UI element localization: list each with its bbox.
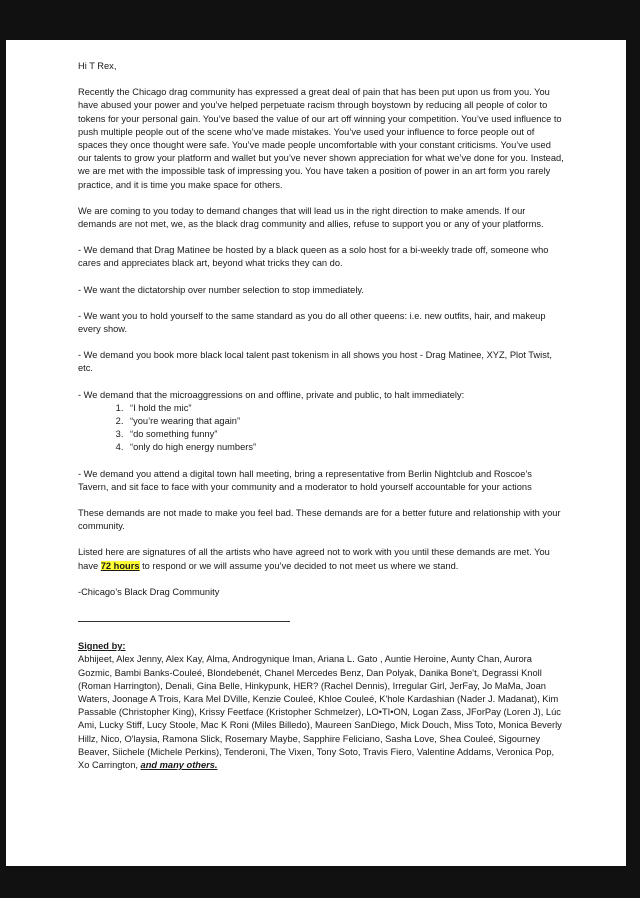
paragraph-purpose: These demands are not made to make you feel bad. These demands are for a better future and relationship with your community.: [78, 508, 561, 532]
signoff: -Chicago’s Black Drag Community: [78, 586, 220, 597]
list-item: 4. “only do high energy numbers”: [126, 441, 564, 454]
deadline-highlight: 72 hours: [100, 560, 140, 571]
document-page: [6, 40, 626, 866]
letter-body: [78, 60, 564, 772]
demand-number-selection: - We want the dictatorship over number selection to stop immediately.: [78, 284, 364, 295]
microaggressions-list: [78, 402, 564, 455]
signature-line: [78, 621, 290, 622]
list-item: 2. “you’re wearing that again”: [126, 415, 564, 428]
deadline-text-pre: Listed here are signatures of all the artists who have agreed not to work with you until these demands are met. You have: [78, 547, 550, 571]
deadline-text-post: to respond or we will assume you’ve decided to not meet us where we stand.: [139, 560, 459, 571]
paragraph-deadline: [78, 546, 564, 572]
signatories-text: Abhijeet, Alex Jenny, Alex Kay, Alma, Androgynique Iman, Ariana L. Gato , Auntie Heroine, Aunty Chan, Aurora Gozmic, Bambi Banks-Couleé, Blondebenét, Chanel Mercedes Benz, Dan Polyak, Danika Bone't, Degrassi Knoll (Roman Harrington), Denali, Gina Belle, Hinkypunk, HER? (Rachel Dennis), Irregular Girl, JerFay, Jo MaMa, Joan Waters, Joonage A Trois, Kara Mel DVille, Kenzie Couleé, Khloe Couleé, K'hole Kardashian (Nader J. Madanat), Kim Passable (Christopher King), Krissy Feetface (Kristopher Schmelzer), LO•TI•ON, Logan Zass, JForPay (Loren J), Lúc Ami, Lucky Stiff, Lucy Stoole, Mac K Roni (Miles Billedo), Maureen SanDiego, Mick Douch, Miss Toto, Monica Beverly Hillz, Nico, O'laysia, Ramona Slick, Rosemary Maybe, Sapphire Feliciano, Sasha Love, Shea Couleé, Sigourney Beaver, Siichele (Michele Perkins), Tenderoni, The Vixen, Tony Soto, Travis Fiero, Valentine Addams, Veronica Pop, Xo Carrington,: [78, 654, 562, 770]
demand-same-standard: - We want you to hold yourself to the same standard as you do all other queens: i.e. new outfits, hair, and makeup every show.: [78, 310, 546, 335]
demand-town-hall: - We demand you attend a digital town hall meeting, bring a representative from Berlin Nightclub and Roscoe’s Tavern, and sit face to face with your community and a moderator to hold yourself accountable for your actions: [78, 468, 532, 492]
and-many-others: and many others.: [140, 759, 218, 770]
paragraph-intro-demands: We are coming to you today to demand changes that will lead us in the right direction to make amends. If our demands are not met, we, as the black drag community and allies, refuse to support you or any of your platforms.: [78, 205, 544, 230]
list-item: 1. “I hold the mic”: [126, 402, 564, 415]
signatories-list: [78, 653, 564, 772]
paragraph-grievances: Recently the Chicago drag community has expressed a great deal of pain that has been put upon us from you. You have abused your power and you’ve helped perpetuate racism through boystown by reducing all people of color to tokens for your personal gain. You’ve based the value of our art off winning your competition. You’ve used influence to push multiple people out of the scene who’ve made mistakes. You’ve used your influence to force people out of spaces they once thought were safe. You’ve made people uncomfortable with your constant criticisms. You’ve used our talents to grow your platform and wallet but you’ve never shown appreciation for what we’ve done for you. Instead, we are met with the impossible task of impressing you. You have taken a position of power in an art form you rarely practice, and it is time you make space for others.: [78, 87, 564, 190]
signed-by-label: Signed by:: [78, 641, 126, 652]
demand-microaggressions: - We demand that the microaggressions on and offline, private and public, to halt immediately:: [78, 389, 465, 400]
demand-book-black-talent: - We demand you book more black local talent past tokenism in all shows you host - Drag Matinee, XYZ, Plot Twist, etc.: [78, 350, 553, 374]
greeting: Hi T Rex,: [78, 61, 117, 71]
signatures-block: [78, 640, 564, 772]
list-item: 3. “do something funny”: [126, 428, 564, 441]
demand-drag-matinee-host: - We demand that Drag Matinee be hosted by a black queen as a solo host for a bi-weekly trade off, someone who cares and appreciates black art, beyond what tricks they can do.: [78, 245, 549, 269]
